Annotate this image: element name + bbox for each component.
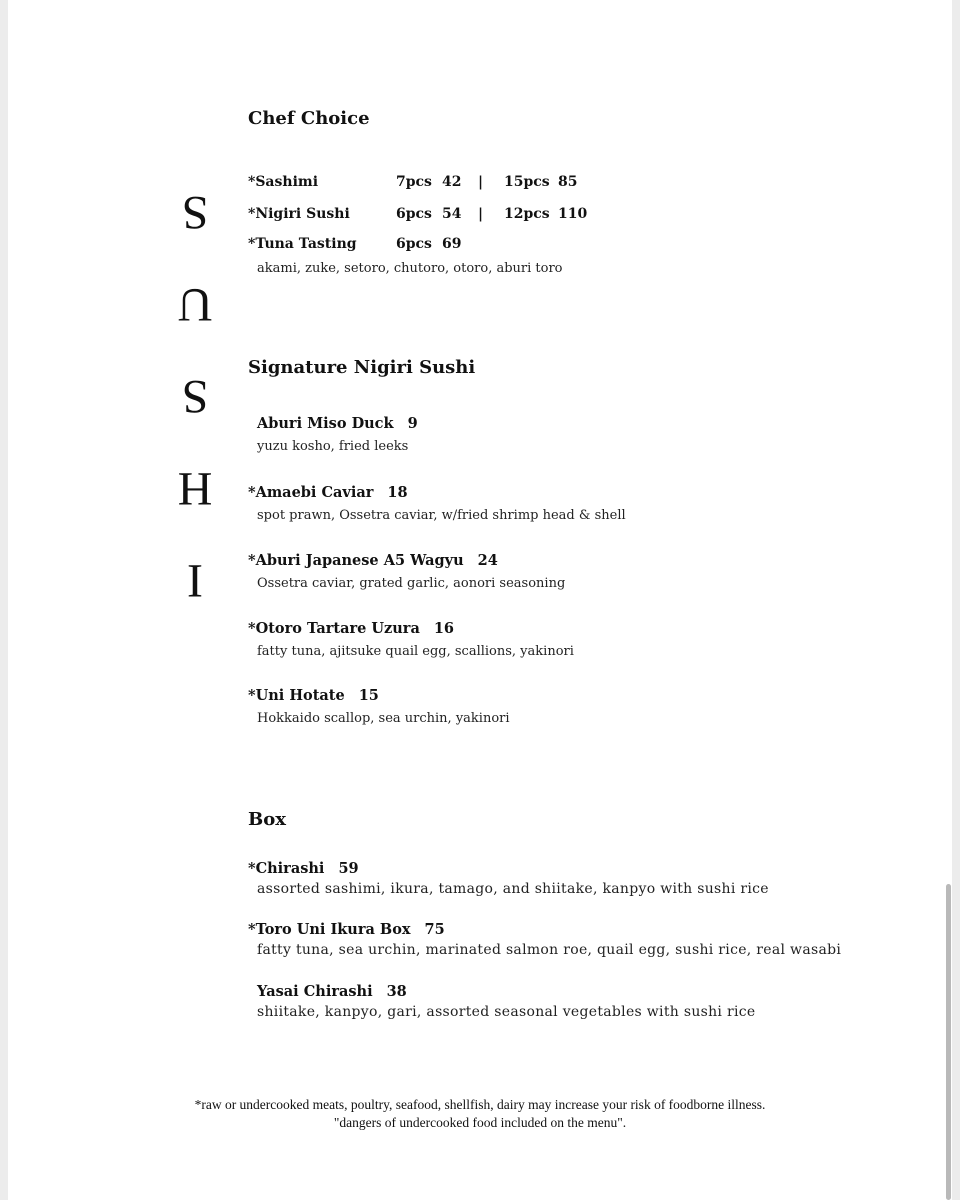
item-description: shiitake, kanpyo, gari, assorted seasonal vegetables with sushi rice xyxy=(257,1004,756,1020)
chef-choice-row xyxy=(248,236,461,252)
price: 42 xyxy=(442,174,462,190)
price: 110 xyxy=(558,206,588,222)
menu-item xyxy=(248,484,408,501)
pieces: 6pcs xyxy=(396,206,432,222)
vertical-title-letter: U xyxy=(177,278,213,331)
menu-item xyxy=(257,983,407,1000)
box-title: Box xyxy=(248,809,286,830)
price: 15 xyxy=(358,687,379,704)
price: 38 xyxy=(386,983,407,1000)
item-name: *Chirashi xyxy=(248,860,325,877)
separator: | xyxy=(478,206,484,222)
menu-item xyxy=(248,921,445,938)
chef-choice-row xyxy=(248,206,587,222)
chef-choice-row xyxy=(248,174,577,190)
item-description: spot prawn, Ossetra caviar, w/fried shrimp head & shell xyxy=(257,508,626,523)
price: 54 xyxy=(442,206,462,222)
price: 85 xyxy=(558,174,578,190)
item-name: *Amaebi Caviar xyxy=(248,484,374,501)
pieces: 7pcs xyxy=(396,174,432,190)
item-name: *Nigiri Sushi xyxy=(248,206,350,222)
item-name: *Aburi Japanese A5 Wagyu xyxy=(248,552,464,569)
menu-item xyxy=(248,860,359,877)
item-name: *Tuna Tasting xyxy=(248,236,357,252)
item-name: *Uni Hotate xyxy=(248,687,345,704)
price: 59 xyxy=(338,860,359,877)
item-description: Ossetra caviar, grated garlic, aonori seasoning xyxy=(257,576,566,591)
item-description: assorted sashimi, ikura, tamago, and shiitake, kanpyo with sushi rice xyxy=(257,881,769,897)
item-description: Hokkaido scallop, sea urchin, yakinori xyxy=(257,711,510,726)
footnote-line: "dangers of undercooked food included on the menu". xyxy=(333,1115,627,1130)
item-name: *Otoro Tartare Uzura xyxy=(248,620,420,637)
vertical-title-letter: S xyxy=(181,186,209,239)
price: 24 xyxy=(477,552,498,569)
signature-nigiri-title: Signature Nigiri Sushi xyxy=(248,357,476,378)
scrollbar-thumb[interactable] xyxy=(946,884,951,1200)
price: 16 xyxy=(433,620,455,637)
pieces: 6pcs xyxy=(396,236,432,252)
item-name: *Toro Uni Ikura Box xyxy=(248,921,411,938)
item-name: *Sashimi xyxy=(248,174,319,190)
footnote-line: *raw or undercooked meats, poultry, seafood, shellfish, dairy may increase your risk of foodborne illness. xyxy=(194,1097,766,1112)
item-description: fatty tuna, ajitsuke quail egg, scallions, yakinori xyxy=(257,644,574,659)
price: 69 xyxy=(442,236,462,252)
separator: | xyxy=(478,174,484,190)
item-description: fatty tuna, sea urchin, marinated salmon roe, quail egg, sushi rice, real wasabi xyxy=(257,942,842,958)
item-description: yuzu kosho, fried leeks xyxy=(257,439,409,454)
price: 18 xyxy=(387,484,408,501)
item-name: Aburi Miso Duck xyxy=(257,415,394,432)
price: 9 xyxy=(407,415,418,432)
vertical-title-letter: H xyxy=(177,462,213,515)
menu-item xyxy=(248,552,498,569)
vertical-title-letter: I xyxy=(187,554,203,607)
vertical-title-letter: S xyxy=(181,370,209,423)
chef-choice-title: Chef Choice xyxy=(248,108,370,129)
menu-item xyxy=(248,687,379,704)
pieces: 15pcs xyxy=(504,174,550,190)
price: 75 xyxy=(424,921,445,938)
item-name: Yasai Chirashi xyxy=(257,983,373,1000)
menu-item xyxy=(257,415,418,432)
pieces: 12pcs xyxy=(504,206,550,222)
menu-item xyxy=(248,620,454,637)
item-description: akami, zuke, setoro, chutoro, otoro, aburi toro xyxy=(257,261,563,276)
